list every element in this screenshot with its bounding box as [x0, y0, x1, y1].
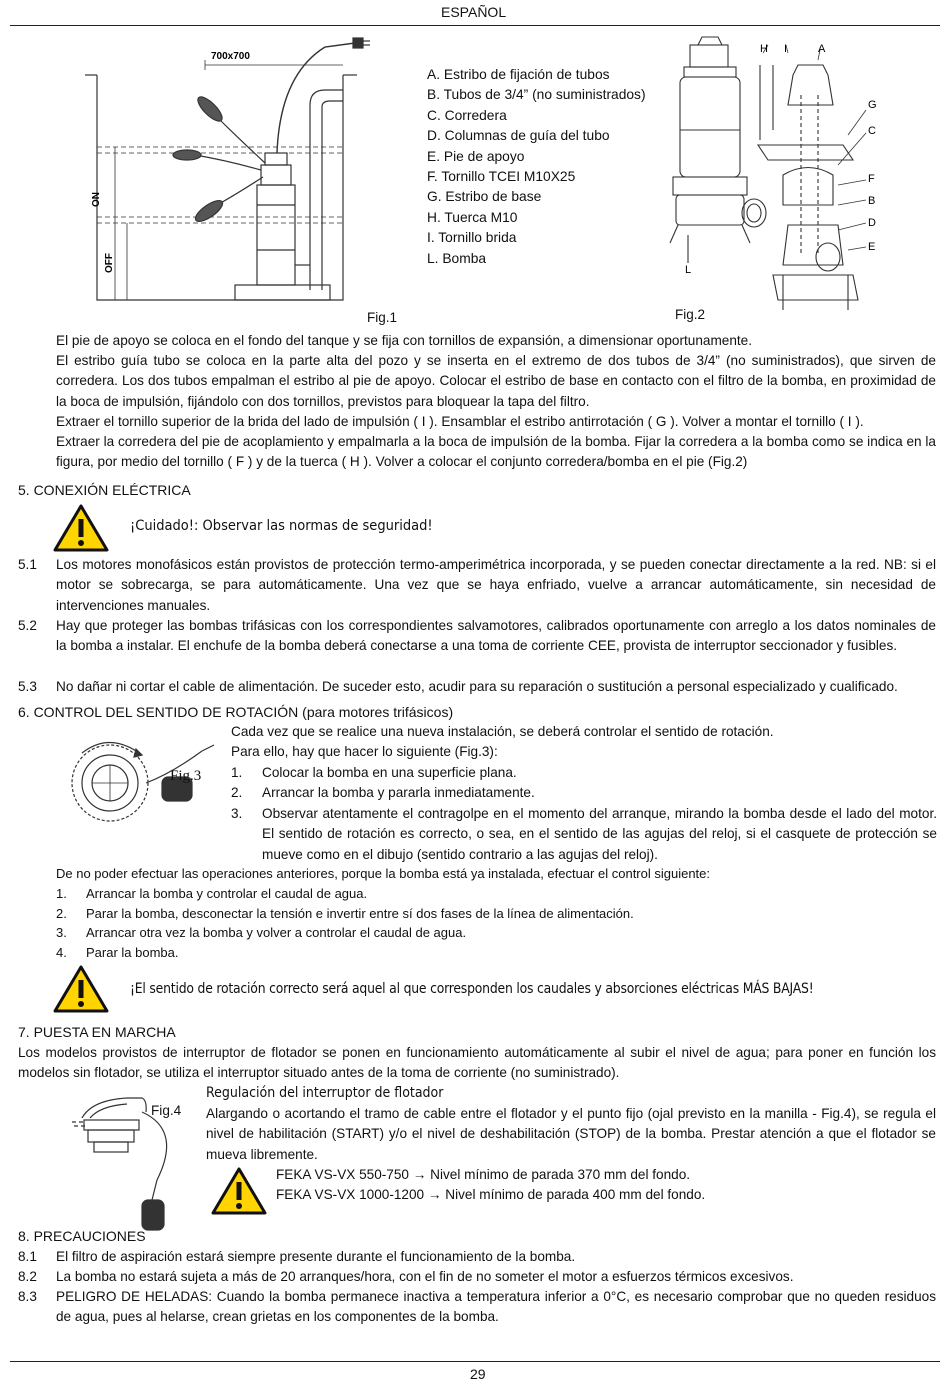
alt-step-number: 4. — [56, 944, 67, 960]
fig2-label-h: H — [760, 43, 768, 55]
fig2-label-b: B — [868, 195, 876, 207]
stop-level-line: FEKA VS-VX 550-750 → Nivel mínimo de parada 370 mm del fondo. — [276, 1167, 691, 1182]
section-5-title: 5. CONEXIÓN ELÉCTRICA — [18, 482, 191, 498]
legend-item: A. Estribo de fijación de tubos — [427, 67, 610, 82]
footer-rule — [10, 1361, 940, 1362]
fig2-label-e: E — [868, 241, 876, 253]
section-8-item: PELIGRO DE HELADAS: Cuando la bomba permanece inactiva a temperatura inferior a 0°C, es necesario comprobar que no queden residuos de agua, pues al helarse, crean grietas en los componentes de la bomba. — [56, 1289, 936, 1325]
fig2-label-f: F — [868, 173, 875, 185]
step-text: Observar atentamente el contragolpe en el momento del arranque, mirando la bomba desde el lado del motor. El sentido de rotación es correcto, o sea, en el sentido de las agujas del reloj, si el casquete de protección se mueve como en el dibujo (sentido contrario a las agujas del reloj). — [262, 806, 937, 862]
section-8-title: 8. PRECAUCIONES — [18, 1228, 146, 1244]
section-6-alt-steps — [56, 884, 634, 962]
legend-item: B. Tubos de 3/4” (no suministrados) — [427, 87, 646, 103]
section-7-float-paragraph: Alargando o acortando el tramo de cable entre el flotador y el punto fijo (ojal previsto en la manilla - Fig.4), se regula el nivel de habilitación (START) y/o el nivel de deshabilitación (STOP) de la bomba. Prestar atención a que el flotador se mueva libremente. — [206, 1106, 936, 1162]
section-7-subtitle: Regulación del interruptor de flotador — [206, 1085, 444, 1101]
section-6-intro: Para ello, hay que hacer lo siguiente (Fig.3): — [231, 744, 498, 759]
step-number: 3. — [231, 806, 243, 821]
fig2-label-g: G — [868, 99, 877, 111]
step-number: 1. — [231, 765, 243, 780]
install-paragraph: El estribo guía tubo se coloca en la parte alta del pozo y se inserta en el extremo de dos tubos de 3/4” (no suministrados), que sirven de corredera. Los dos tubos empalman el estribo al pie de apoyo. Colocar el estribo de base en contacto con el filtro de la bomba, en proximidad de la boca de impulsión, fijándolo con dos tornillos, previstos para bloquear la tapa del filtro. — [56, 353, 936, 409]
alt-step-number: 1. — [56, 886, 67, 901]
item-number: 5.1 — [18, 557, 37, 572]
size-label: 700x700 — [211, 51, 250, 62]
alt-step-text: Arrancar otra vez la bomba y volver a controlar el caudal de agua. — [86, 925, 467, 940]
parts-legend — [427, 65, 646, 269]
step-text: Colocar la bomba en una superficie plana. — [262, 765, 517, 780]
fig2-label-c: C — [868, 125, 876, 137]
fig2-label-a: A — [818, 43, 826, 55]
section-8-item: El filtro de aspiración estará siempre presente durante el funcionamiento de la bomba. — [56, 1249, 576, 1264]
item-number: 8.1 — [18, 1249, 37, 1264]
section-5-item: Los motores monofásicos están provistos de protección termo-amperimétrica incorporada, y se pueden conectar directamente a la red. NB: si el motor se sobrecarga, se para automáticamente. Una vez que se haya enfriado, vuelve a arrancar automáticamente, sin necesidad de intervenciones manuales. — [56, 557, 936, 613]
section-5-warning-text: ¡Cuidado!: Observar las normas de seguridad! — [130, 518, 433, 534]
legend-item: C. Corredera — [427, 107, 507, 123]
figure-2-caption: Fig.2 — [675, 307, 706, 322]
fig2-label-l: L — [685, 264, 692, 276]
section-7-title: 7. PUESTA EN MARCHA — [18, 1024, 176, 1040]
step-number: 2. — [231, 785, 243, 800]
section-6-title: 6. CONTROL DEL SENTIDO DE ROTACIÓN (para motores trifásicos) — [18, 704, 454, 720]
alt-step-number: 2. — [56, 905, 67, 921]
install-paragraph: Extraer la corredera del pie de acoplamiento y empalmarla a la boca de impulsión de la bomba. Fijar la corredera a la bomba como se indica en la figura, por medio del tornillo ( F ) y de la tuerca ( H ). Volver a colocar el conjunto corredera/bomba en el pie (Fig.2) — [56, 434, 936, 470]
figure-2-exploded-diagram — [668, 35, 913, 317]
item-number: 8.3 — [18, 1289, 37, 1304]
legend-item: F. Tornillo TCEI M10X25 — [427, 169, 576, 185]
step-text: Arrancar la bomba y pararla inmediatamente. — [262, 785, 535, 800]
alt-step-text: Arrancar la bomba y controlar el caudal de agua. — [86, 886, 368, 901]
on-level-label: ON — [91, 192, 102, 207]
stop-level-line: FEKA VS-VX 1000-1200 → Nivel mínimo de parada 400 mm del fondo. — [276, 1187, 706, 1202]
off-level-label: OFF — [104, 253, 115, 273]
section-7-paragraph: Los modelos provistos de interruptor de flotador se ponen en funcionamiento automáticamente al subir el nivel de agua; para poner en función los modelos sin flotador, se utiliza el interruptor situado antes de la toma de corriente (no suministrado). — [18, 1045, 936, 1081]
legend-item: E. Pie de apoyo — [427, 148, 525, 164]
legend-item: L. Bomba — [427, 250, 487, 266]
warning-icon — [52, 503, 110, 553]
alt-step-text: Parar la bomba, desconectar la tensión e invertir entre sí dos fases de la línea de alimentación. — [86, 905, 634, 921]
alt-step-text: Parar la bomba. — [86, 944, 179, 960]
warning-icon — [210, 1166, 268, 1216]
section-8-item: La bomba no estará sujeta a más de 20 arranques/hora, con el fin de no someter el motor a esfuerzos térmicos excesivos. — [56, 1269, 794, 1284]
page-header-language: ESPAÑOL — [441, 4, 507, 20]
item-number: 8.2 — [18, 1269, 37, 1284]
section-5-item: Hay que proteger las bombas trifásicas con los correspondientes salvamotores, calibrados oportunamente con arreglo a los datos nominales de la bomba a instalar. El enchufe de la bomba deberá conectarse a una toma de corriente CEE, provista de interruptor seccionador y fusibles. — [56, 618, 936, 654]
legend-item: D. Columnas de guía del tubo — [427, 128, 610, 144]
legend-item: H. Tuerca M10 — [427, 209, 518, 225]
fig2-label-d: D — [868, 217, 876, 229]
figure-3-caption: Fig.3 — [170, 768, 202, 784]
alt-step-number: 3. — [56, 925, 67, 940]
section-5-item: No dañar ni cortar el cable de alimentación. De suceder esto, acudir para su reparación o sustitución a personal especializado y cualificado. — [56, 679, 898, 694]
install-paragraph: El pie de apoyo se coloca en el fondo del tanque y se fija con tornillos de expansión, a dimensionar oportunamente. — [56, 333, 753, 348]
item-number: 5.2 — [18, 618, 37, 633]
section-6-warning-text: ¡El sentido de rotación correcto será aquel al que corresponden los caudales y absorciones eléctricas MÁS BAJAS! — [130, 981, 814, 997]
install-paragraph: Extraer el tornillo superior de la brida del lado de impulsión ( I ). Ensamblar el estribo antirrotación ( G ). Volver a montar el tornillo ( I ). — [56, 414, 864, 429]
figure-1-tank-diagram — [85, 35, 380, 313]
fig2-label-i: I — [784, 43, 788, 55]
figure-4-caption: Fig.4 — [151, 1103, 182, 1118]
warning-icon — [52, 964, 110, 1014]
legend-item: G. Estribo de base — [427, 189, 542, 205]
legend-item: I. Tornillo brida — [427, 230, 517, 246]
page-number: 29 — [470, 1366, 486, 1382]
figure-1-caption: Fig.1 — [367, 310, 398, 325]
section-6-alt-intro: De no poder efectuar las operaciones anteriores, porque la bomba está ya instalada, efectuar el control siguiente: — [56, 866, 711, 881]
header-rule — [10, 25, 940, 26]
item-number: 5.3 — [18, 679, 37, 694]
section-6-intro: Cada vez que se realice una nueva instalación, se deberá controlar el sentido de rotación. — [231, 724, 774, 739]
